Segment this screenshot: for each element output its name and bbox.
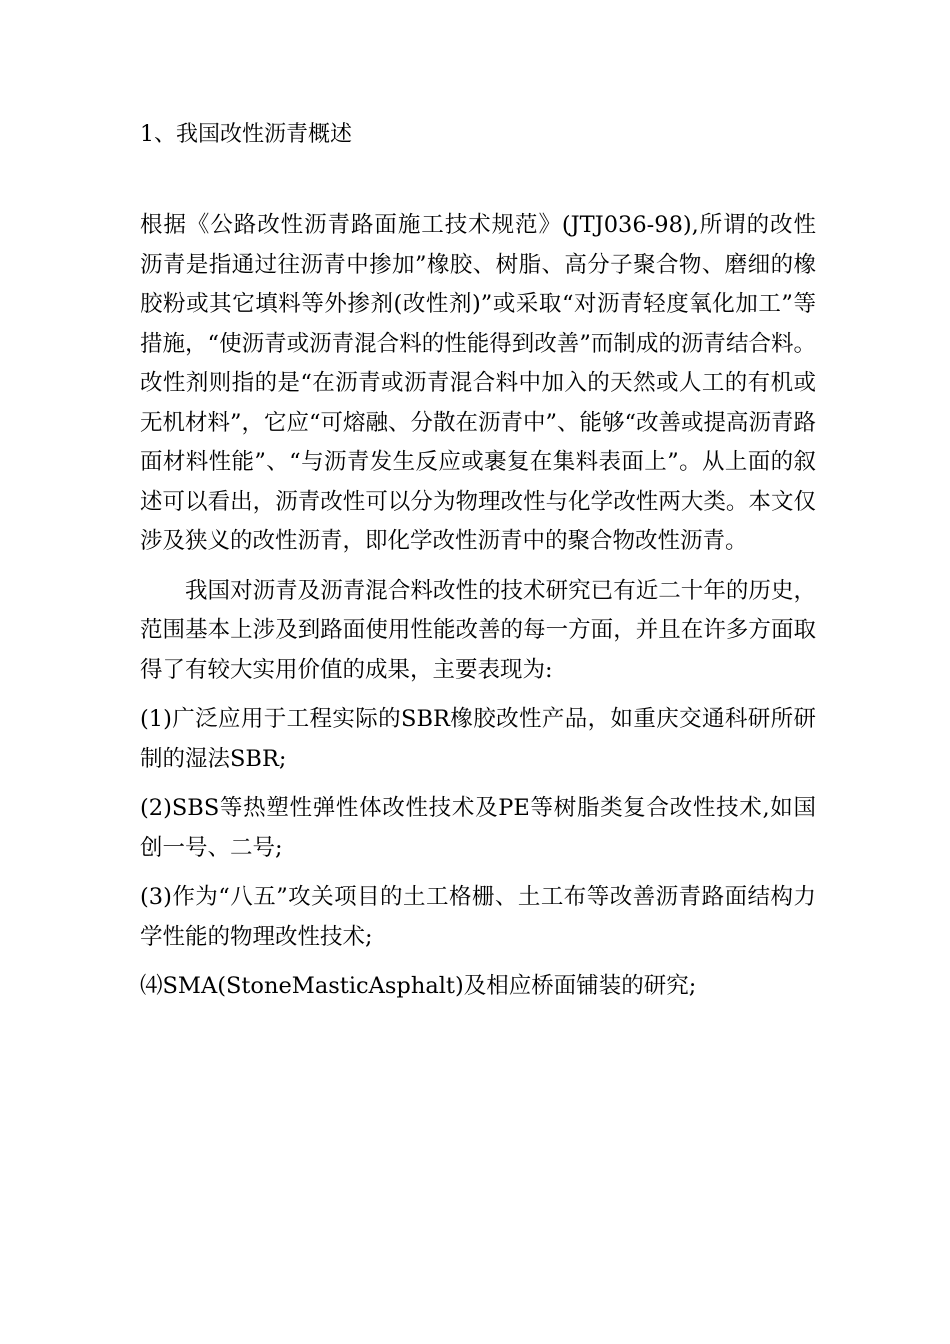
list-item-2: (2)SBS等热塑性弹性体改性技术及PE等树脂类复合改性技术,如国创一号、二号; xyxy=(140,795,816,861)
list-item-1: (1)广泛应用于工程实际的SBR橡胶改性产品，如重庆交通科研所研制的湿法SBR; xyxy=(140,706,816,772)
list-item-3: (3)作为“八五”攻关项目的土工格栅、土工布等改善沥青路面结构力学性能的物理改性技术; xyxy=(140,884,816,950)
list-item-4: ⑷SMA(StoneMasticAsphalt)及相应桥面铺装的研究; xyxy=(140,973,697,999)
definition-paragraph: 根据《公路改性沥青路面施工技术规范》(JTJ036-98),所谓的改性沥青是指通过往沥青中掺加”橡胶、树脂、高分子聚合物、磨细的橡胶粉或其它填料等外掺剂(改性剂)”或采取“对沥青轻度氧化加工”等措施，“使沥青或沥青混合料的性能得到改善”而制成的沥青结合料。改性剂则指的是“在沥青或沥青混合料中加入的天然或人工的有机或无机材料”，它应“可熔融、分散在沥青中”、能够“改善或提高沥青路面材料性能”、“与沥青发生反应或裹复在集料表面上”。从上面的叙述可以看出，沥青改性可以分为物理改性与化学改性两大类。本文仅涉及狭义的改性沥青，即化学改性沥青中的聚合物改性沥青。 xyxy=(140,212,817,554)
document-body xyxy=(140,206,816,1017)
history-paragraph: 我国对沥青及沥青混合料改性的技术研究已有近二十年的历史，范围基本上涉及到路面使用性能改善的每一方面，并且在许多方面取得了有较大实用价值的成果，主要表现为: xyxy=(140,577,816,683)
section-heading: 1、我国改性沥青概述 xyxy=(140,122,352,147)
